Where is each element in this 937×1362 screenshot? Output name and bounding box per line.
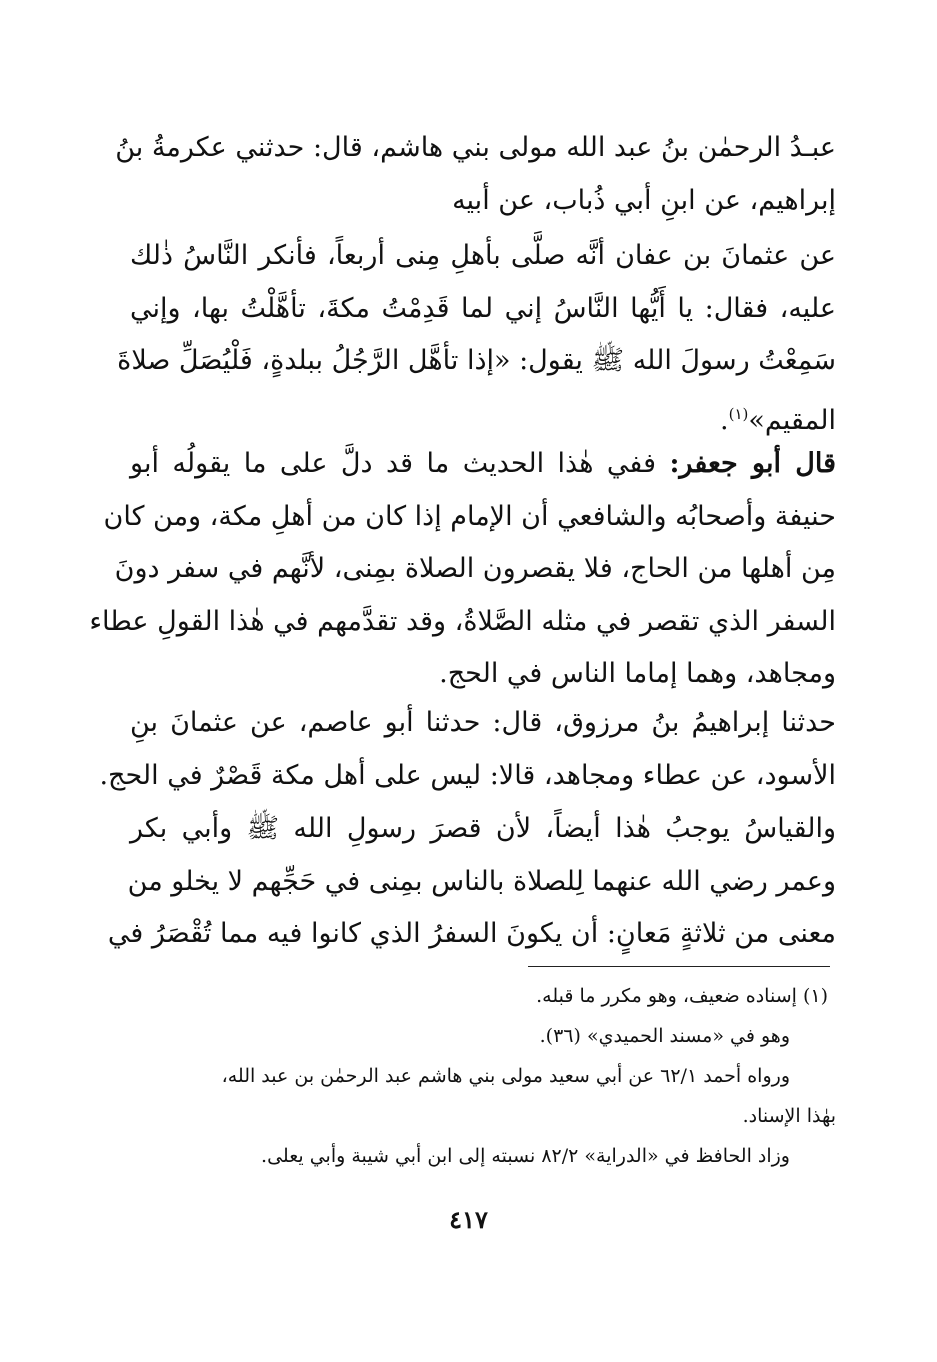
paragraph-5-line-2: وعمر رضي الله عنهما لِلصلاة بالناس بمِنى في حَجِّهم لا يخلو من (127, 865, 836, 897)
paragraph-3-line-3: مِن أهلها من الحاج، فلا يقصرون الصلاة بمِنى، لأنَّهم في سفر دونَ (114, 553, 836, 584)
footnote-reference[interactable]: (١) (728, 404, 749, 423)
paragraph-1 (115, 122, 836, 227)
paragraph-3-line-1-text: ففي هٰذا الحديث ما قد دلَّ على ما يقولُه أبو (130, 448, 670, 479)
paragraph-5-line-3: معنى من ثلاثةٍ مَعانٍ: أن يكونَ السفرُ الذي كانوا فيه مما تُقْصَرُ في (107, 918, 836, 949)
paragraph-4-line-1: حدثنا إبراهيمُ بنُ مرزوق، قال: حدثنا أبو عاصم، عن عثمانَ بنِ (130, 707, 836, 738)
paragraph-4-line-2: الأسود، عن عطاء ومجاهد، قالا: ليس على أهل مكة قَصْرٌ في الحج. (99, 759, 836, 791)
paragraph-4 (99, 697, 836, 802)
paragraph-2-line-3: سَمِعْتُ رسولَ الله ﷺ يقول: «إذا تأهَّل الرَّجُلُ ببلدةٍ، فَلْيُصَلِّ صلاةَ (117, 345, 836, 376)
paragraph-2-line-1: عن عثمانَ بن عفان أنَّه صلَّى بأهلِ مِنى أربعاً، فأنكر النَّاسُ ذٰلك (130, 240, 836, 271)
footnote-divider (528, 966, 830, 967)
footnotes (130, 976, 836, 1176)
paragraph-5-line-1: والقياسُ يوجبُ هٰذا أيضاً، لأن قصرَ رسولِ الله ﷺ وأبي بكر (130, 813, 837, 844)
paragraph-2 (117, 230, 836, 447)
paragraph-2-line-4-text: المقيم» (748, 404, 836, 436)
footnote-1-source: وهو في «مسند الحميدي» (٣٦). (539, 1025, 790, 1047)
paragraph-3-line-5: ومجاهد، وهما إماما الناس في الحج. (439, 658, 836, 689)
footnote-1-narration-cont: بهٰذا الإسناد. (742, 1105, 836, 1127)
footnote-1-narration: ورواه أحمد ٦٢/١ عن أبي سعيد مولى بني هاشم عبد الرحمٰن بن عبد الله، (221, 1065, 790, 1087)
paragraph-2-end-mark: . (719, 404, 729, 436)
footnote-1: (١) إسناده ضعيف، وهو مكرر ما قبله. (536, 985, 828, 1007)
paragraph-2-line-2: عليه، فقال: يا أَيُّها النَّاسُ إني لما قَدِمْتُ مكةَ، تأهَّلْتُ بها، وإني (130, 292, 836, 324)
paragraph-5 (107, 803, 837, 961)
speaker-heading: قال أبو جعفر: (669, 448, 836, 479)
paragraph-3-line-1 (130, 438, 836, 491)
paragraph-1-line-2: إبراهيم، عن ابنِ أبي ذُباب، عن أبيه (452, 184, 836, 216)
paragraph-3-line-4: السفر الذي تقصر في مثله الصَّلاةُ، وقد تقدَّمهم في هٰذا القولِ عطاء (89, 605, 836, 637)
footnote-1-addition: وزاد الحافظ في «الدراية» ٨٢/٢ نسبته إلى ابن أبي شيبة وأبي يعلى. (261, 1145, 790, 1167)
page-number: ٤١٧ (449, 1205, 488, 1234)
paragraph-3-line-2: حنيفة وأصحابُه والشافعي أن الإمام إذا كان من أهلِ مكة، ومن كان (103, 500, 836, 532)
paragraph-1-line-1: عبـدُ الرحمٰن بنُ عبد الله مولى بني هاشم، قال: حدثني عكرمةُ بنُ (115, 132, 836, 163)
paragraph-3 (89, 438, 836, 701)
